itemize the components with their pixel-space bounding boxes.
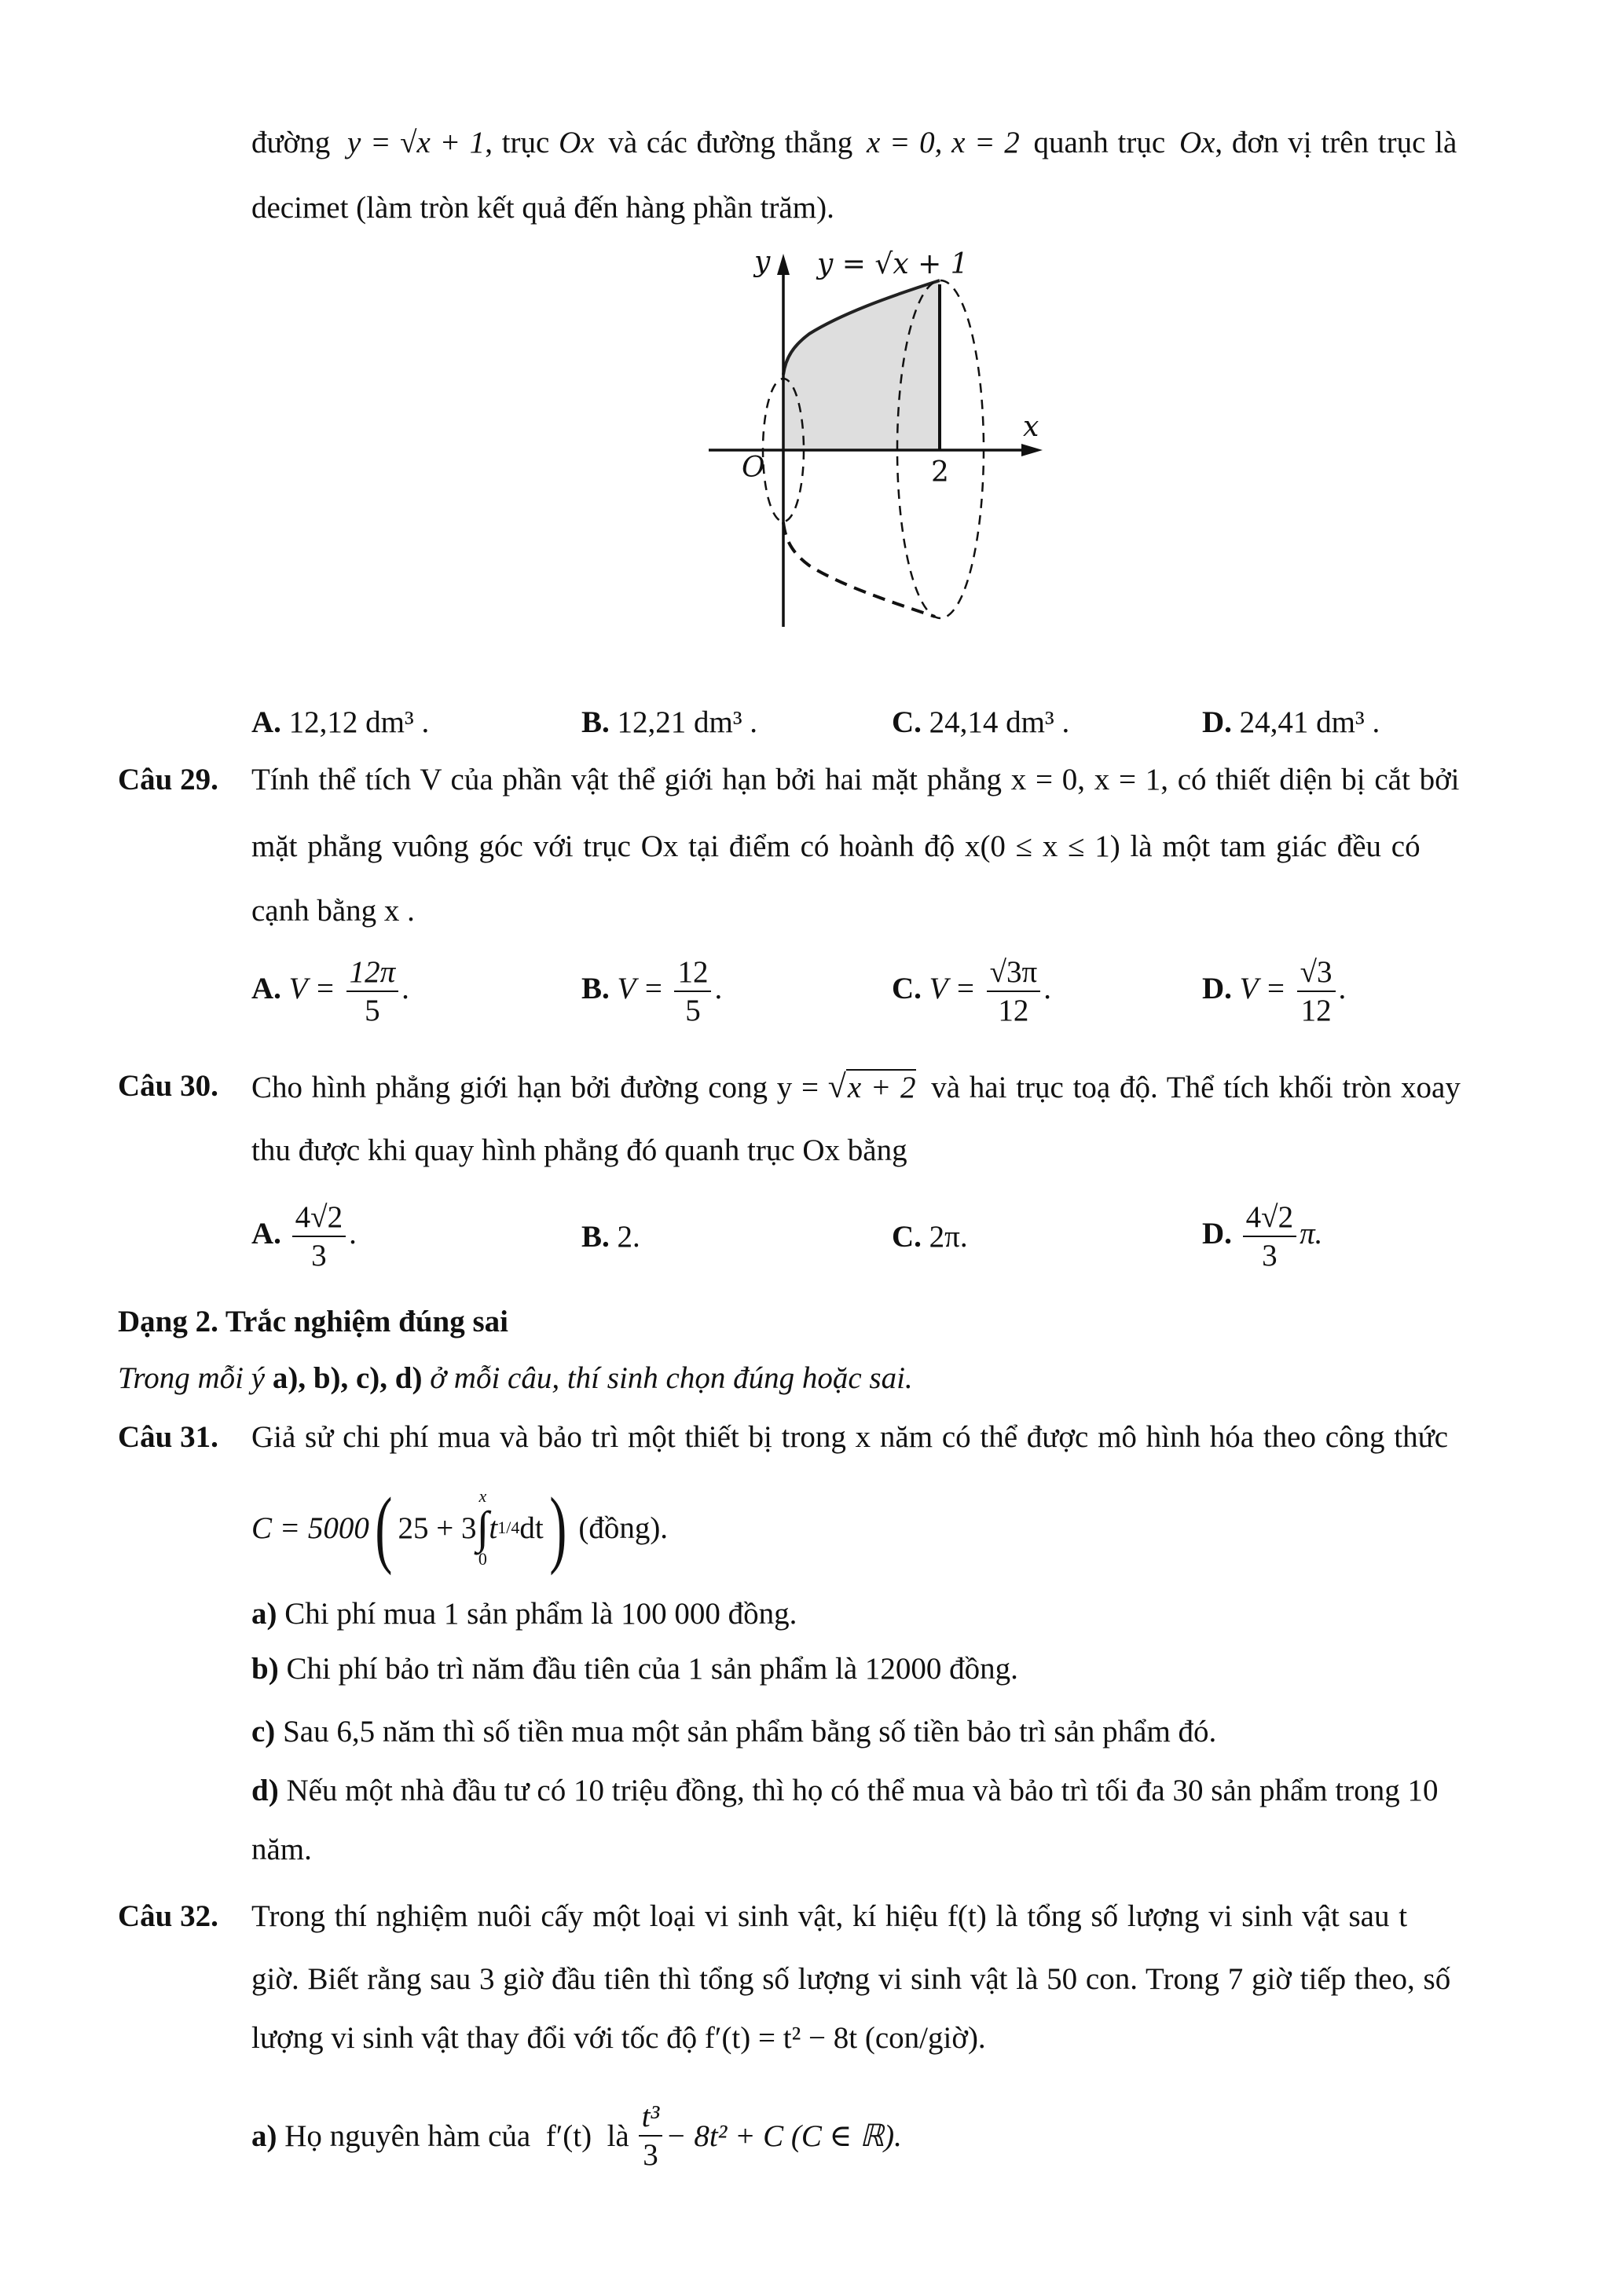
q28-line1 — [251, 127, 1457, 158]
statement-d-continued: năm. — [251, 1833, 312, 1866]
left-paren: ( — [375, 1480, 393, 1576]
statement-a[interactable] — [251, 2101, 902, 2170]
answer-key: C. — [892, 1220, 922, 1254]
item-text: Chi phí bảo trì năm đầu tiên của 1 sản phẩm là 12000 đồng. — [278, 1652, 1018, 1686]
item-key: a) — [251, 2118, 277, 2153]
sqrt-icon: √ — [827, 1069, 846, 1105]
answer-key: B. — [581, 1220, 610, 1254]
denominator: 12 — [1300, 994, 1332, 1027]
q32-line3: lượng vi sinh vật thay đổi với tốc độ f′(t) = t² − 8t (con/giờ). — [251, 2021, 986, 2055]
text: ở mỗi câu, thí sinh chọn đúng hoặc sai. — [422, 1361, 913, 1395]
text: Trong mỗi ý — [118, 1361, 273, 1395]
formula-lhs: C = 5000 — [251, 1511, 369, 1545]
q29-line2: mặt phẳng vuông góc với trục Ox tại điểm có hoành độ x(0 ≤ x ≤ 1) là một tam giác đều có — [251, 829, 1421, 863]
q32-line1: Trong thí nghiệm nuôi cấy một loại vi sinh vật, kí hiệu f(t) là tổng số lượng vi sinh vật sau t — [251, 1899, 1408, 1933]
answer-c[interactable] — [892, 707, 1069, 738]
statement-b[interactable] — [251, 1653, 1018, 1684]
statement-c[interactable] — [251, 1716, 1216, 1747]
answer-key: A. — [251, 1216, 281, 1251]
text: , đơn vị trên trục là — [1215, 126, 1457, 159]
answer-key: B. — [581, 971, 610, 1005]
denominator: 5 — [365, 994, 380, 1027]
answer-text: 2π. — [929, 1220, 968, 1254]
formula-curve: y = √x + 1 — [347, 126, 486, 159]
differential: dt — [519, 1511, 544, 1545]
answer-text: 2. — [617, 1220, 640, 1254]
answer-key: C. — [892, 971, 922, 1005]
fraction — [292, 1202, 346, 1271]
formula-inner: 25 + 3 — [398, 1511, 477, 1545]
question-label-32: Câu 32. — [118, 1899, 218, 1933]
integral-icon: x ∫ 0 — [476, 1486, 489, 1569]
y-axis-label: y — [754, 246, 771, 278]
radicand: x + 2 — [847, 1071, 916, 1104]
answer-b[interactable] — [581, 957, 722, 1026]
lower-limit: 0 — [478, 1549, 487, 1569]
numerator: 4√2 — [292, 1202, 346, 1237]
answer-c[interactable] — [892, 957, 1051, 1026]
axis-name: Ox — [1179, 126, 1215, 159]
item-text: Chi phí mua 1 sản phẩm là 100 000 đồng. — [277, 1597, 797, 1631]
fraction — [1297, 957, 1336, 1026]
question-label-30: Câu 30. — [118, 1069, 218, 1103]
punct: . — [349, 1216, 357, 1251]
x-axis-label: x — [1023, 411, 1039, 443]
text: và hai trục toạ độ. Thể tích khối tròn xoay — [931, 1071, 1461, 1104]
text: Cho hình phẳng giới hạn bởi đường cong y = — [251, 1071, 819, 1104]
q31-line1: Giả sử chi phí mua và bảo trì một thiết bị trong x năm có thể được mô hình hóa theo công thức — [251, 1420, 1449, 1454]
section-title: Dạng 2. Trắc nghiệm đúng sai — [118, 1305, 508, 1338]
question-label-29: Câu 29. — [118, 763, 218, 796]
answer-lhs: V = — [929, 971, 976, 1005]
answer-c[interactable] — [892, 1221, 968, 1252]
denominator: 3 — [311, 1239, 327, 1273]
statement-a[interactable] — [251, 1598, 797, 1629]
q30-line1 — [251, 1071, 1461, 1104]
answer-key: D. — [1202, 705, 1232, 739]
answer-lhs: V = — [1239, 971, 1286, 1005]
axis-name: Ox — [559, 126, 595, 159]
answer-key: B. — [581, 705, 610, 739]
question-label-31: Câu 31. — [118, 1420, 218, 1454]
upper-limit: x — [478, 1486, 487, 1506]
q32-line2: giờ. Biết rằng sau 3 giờ đầu tiên thì tổng số lượng vi sinh vật là 50 con. Trong 7 giờ tiếp theo, số — [251, 1962, 1451, 1996]
q28-figure — [691, 236, 1069, 691]
answer-key: A. — [251, 971, 281, 1005]
tick-label-2: 2 — [931, 456, 949, 489]
answer-text: 24,14 dm³ . — [929, 705, 1070, 739]
item-key: d) — [251, 1774, 279, 1807]
items: a), b), c), d) — [272, 1361, 423, 1395]
exponent: 1/4 — [497, 1518, 520, 1537]
numerator: √3π — [987, 957, 1041, 992]
section-instruction — [118, 1363, 913, 1393]
text: , trục — [485, 126, 550, 159]
solid-of-revolution-diagram — [691, 236, 1069, 691]
right-paren: ) — [549, 1480, 566, 1576]
text: và các đường thẳng — [608, 126, 853, 159]
origin-label: O — [742, 452, 765, 484]
item-text: Sau 6,5 năm thì số tiền mua một sản phẩm bằng số tiền bảo trì sản phẩm đó. — [275, 1715, 1217, 1749]
numerator: 12 — [674, 957, 711, 992]
item-key: a) — [251, 1597, 277, 1631]
integrand: t — [489, 1511, 498, 1545]
answer-b[interactable] — [581, 707, 757, 738]
fraction — [1243, 1202, 1296, 1271]
punct: . — [1338, 971, 1347, 1005]
answer-lhs: V = — [617, 971, 664, 1005]
q29-line3: cạnh bằng x . — [251, 894, 415, 928]
denominator: 3 — [643, 2138, 658, 2172]
answer-a[interactable] — [251, 957, 409, 1026]
answer-key: D. — [1202, 1216, 1232, 1251]
q28-line2: decimet (làm tròn kết quả đến hàng phần trăm). — [251, 191, 834, 225]
fraction — [987, 957, 1041, 1026]
numerator: 12π — [346, 957, 399, 992]
answer-text: 12,21 dm³ . — [617, 705, 758, 739]
formula-lines: x = 0, x = 2 — [866, 126, 1020, 159]
fraction — [346, 957, 399, 1026]
item-key: c) — [251, 1715, 276, 1749]
answer-text: 12,12 dm³ . — [288, 705, 430, 739]
q29-line1: Tính thể tích V của phần vật thể giới hạn bởi hai mặt phẳng x = 0, x = 1, có thiết diện bị cắt bởi — [251, 763, 1460, 796]
fraction — [639, 2101, 663, 2170]
answer-d[interactable] — [1202, 957, 1346, 1026]
punct: . — [1043, 971, 1051, 1005]
text: quanh trục — [1033, 126, 1166, 159]
punct: π. — [1300, 1216, 1323, 1251]
q30-line2: thu được khi quay hình phẳng đó quanh trục Ox bằng — [251, 1133, 907, 1167]
answer-text: 24,41 dm³ . — [1239, 705, 1380, 739]
statement-d[interactable] — [251, 1775, 1438, 1806]
fraction — [674, 957, 711, 1026]
denominator: 12 — [998, 994, 1029, 1027]
curve-label: y = √x + 1 — [817, 248, 969, 280]
item-text: − 8t² + C (C ∈ ℝ). — [665, 2118, 902, 2153]
q31-formula — [251, 1481, 668, 1575]
denominator: 5 — [685, 994, 701, 1027]
punct: . — [401, 971, 409, 1005]
answer-a[interactable] — [251, 707, 429, 738]
item-text: Nếu một nhà đầu tư có 10 triệu đồng, thì họ có thể mua và bảo trì tối đa 30 sản phẩm trong 10 — [278, 1774, 1439, 1807]
answer-d[interactable] — [1202, 707, 1380, 738]
numerator: t³ — [639, 2101, 663, 2137]
denominator: 3 — [1262, 1239, 1278, 1273]
answer-b[interactable] — [581, 1221, 640, 1252]
answer-d[interactable] — [1202, 1202, 1322, 1271]
numerator: √3 — [1297, 957, 1336, 992]
numerator: 4√2 — [1243, 1202, 1296, 1237]
item-text: Họ nguyên hàm của f′(t) là — [277, 2118, 629, 2153]
answer-key: A. — [251, 705, 281, 739]
punct: . — [714, 971, 723, 1005]
answer-key: C. — [892, 705, 922, 739]
answer-a[interactable] — [251, 1202, 357, 1271]
unit: (đồng). — [578, 1511, 669, 1545]
answer-key: D. — [1202, 971, 1232, 1005]
text: đường — [251, 126, 331, 159]
answer-lhs: V = — [288, 971, 335, 1005]
item-key: b) — [251, 1652, 279, 1686]
